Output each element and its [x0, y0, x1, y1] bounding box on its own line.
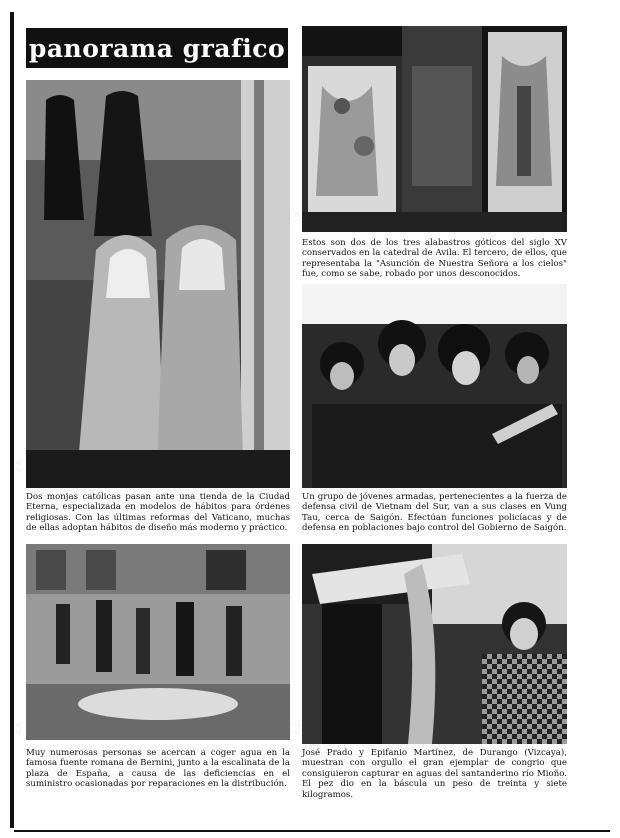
photo-alabaster	[302, 26, 567, 232]
caption-alabaster: Estos son dos de los tres alabastros góticos del siglo XV conservados en la catedral de Avila. El tercero, de ellos, que representaba la "Asunción de Nuestra Señora a los cielos" fue, como se sabe, robado por unos desconocidos.	[302, 238, 567, 280]
photo-credit-fountain: C.B.	[15, 720, 23, 735]
caption-fountain: Muy numerosas personas se acercan a coger agua en la famosa fuente romana de Bernini, junto a la escalinata de la plaza de España, a causa de las deficiencias en el suministro ocasionadas por reparaciones en la distribución.	[26, 748, 290, 790]
photo-credit-nuns: C.B.	[15, 458, 23, 473]
caption-youth: Un grupo de jóvenes armadas, pertenecientes a la fuerza de defensa civil de Vietnam del Sur, van a sus clases en Vung Tau, cerca de Saigón. Efectúan funciones policíacas y de defensa en poblaciones bajo control del Gobierno de Saigón.	[302, 492, 567, 534]
photo-fountain	[26, 544, 290, 740]
photo-fish	[302, 544, 567, 744]
section-title: panorama grafico	[26, 28, 288, 68]
page-bottom-rule	[14, 830, 610, 832]
caption-nuns: Dos monjas católicas pasan ante una tienda de la Ciudad Eterna, especializada en modelos de hábitos para órdenes religiosas. Con las últimas reformas del Vaticano, muchas de ellas adoptan hábitos de diseño más moderno y práctico.	[26, 492, 290, 534]
photo-youth	[302, 284, 567, 488]
caption-fish: José Prado y Epifanio Martínez, de Durango (Vizcaya), muestran con orgullo el gran ejemplar de congrio que consiguieron capturar en aguas del santanderino río Mioño. El pez dio en la báscula un peso de treinta y siete kilogramos.	[302, 748, 567, 800]
photo-credit-fish: C.B.	[294, 720, 302, 735]
photo-nuns	[26, 80, 290, 488]
page-margin-rule	[10, 12, 14, 828]
photo-credit-alabaster: C.B.	[294, 210, 302, 225]
